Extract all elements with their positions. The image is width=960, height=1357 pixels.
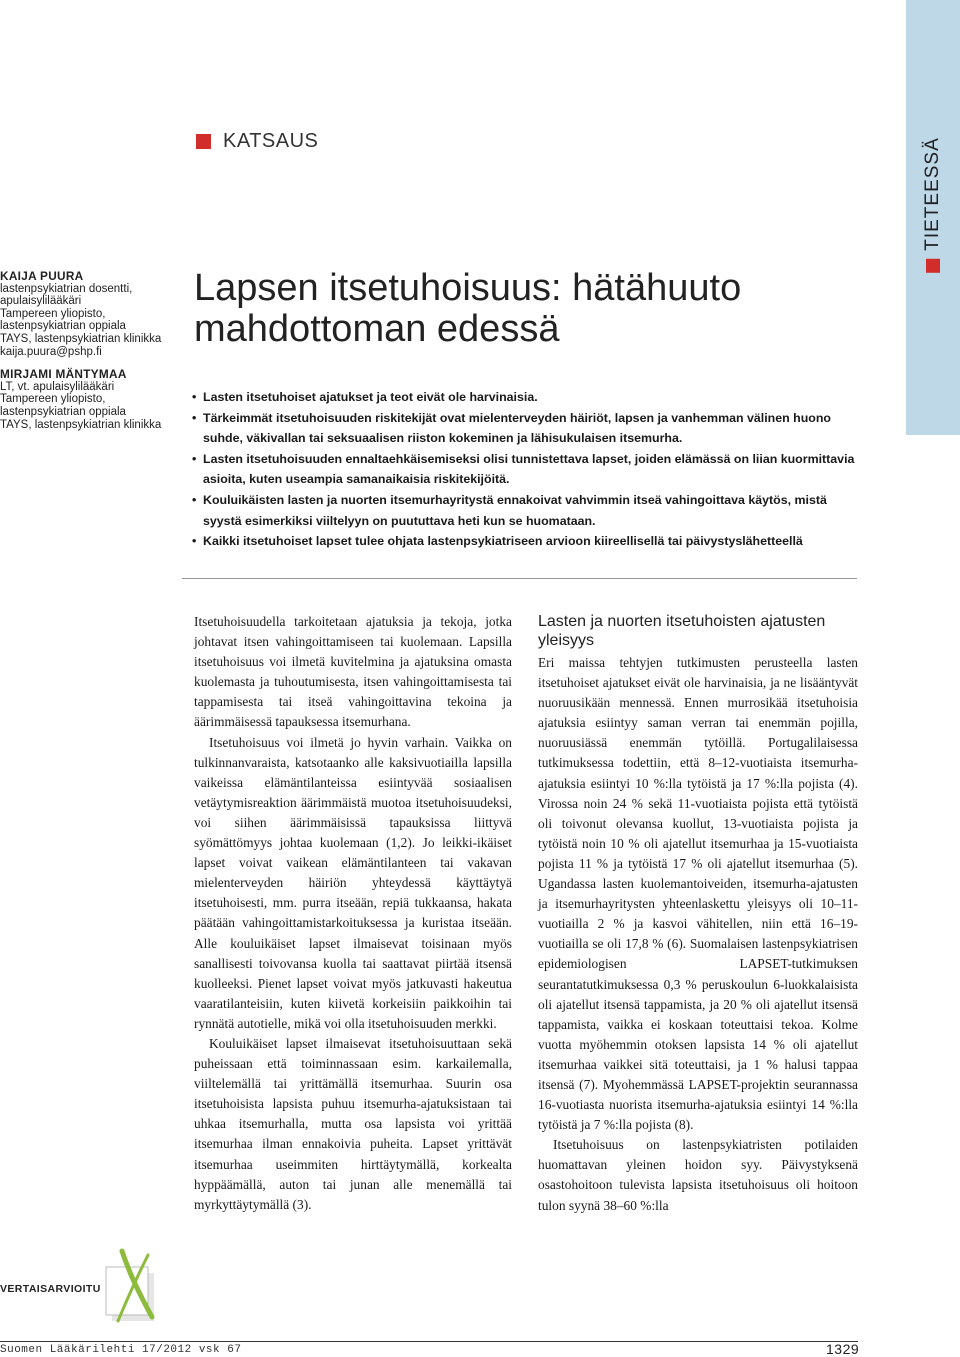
paragraph: Kouluikäiset lapset ilmaisevat itsetuhoisuuttaan sekä puheissaan että toiminnassaan esim. karkailemalla, viiltelemällä tai yrittämällä itsemurhaa. Suurin osa itsetuhoisista lapsista puhuu itsemurha-ajatuksistaan tai uhkaa itsemurhalla, mutta osa lapsista voi yrittää itsemurhaa ilman ennakoivia puheita. Lapset yrittävät itsemurhaa useimmiten hirttäytymällä, korkealta hyppäämällä, auton tai junan alle menemällä tai myrkyttäytymällä (3). <box>194 1035 512 1212</box>
key-point: • Kouluikäisten lasten ja nuorten itsemurhayritystä ennakoivat vahvimmin itseä vahingoittava käytös, mistä syystä esimerkiksi viiltelyyn on puututtava heti kun se huomataan. <box>192 490 862 531</box>
author-name: KAIJA PUURA <box>0 269 84 283</box>
paragraph: Eri maissa tehtyjen tutkimusten perusteella lasten itsetuhoiset ajatukset eivät ole harvinaisia, ja ne lisääntyvät nuoruusikään mennessä. Ennen murrosikää itsetuhoisia ajatuksia esiintyy saman verran tai enemmän pojilla, nuoruusiässä enemmän tytöillä. Portugalilaisessa tutkimuksessa todettiin, että 8–12-vuotiaista itsemurha-ajatuksia esiintyi 10 %:lla tytöistä ja 17 %:lla pojista (4). Virossa noin 24 % sekä 11-vuotiaista pojista että tytöistä oli toivonut olevansa kuollut, 13-vuotiaista pojista ja tytöistä noin 10 % oli ajatellut itsemurhaa ja 15-vuotiaista pojista 11 % ja tytöistä 17 % oli ajatellut itsemurhaa (5). Ugandassa lasten kuolemantoiveiden, itsemurha-ajatusten ja itsemurhayritysten yhteenlaskettu yleisyys oli 10–11-vuotiailla 2 % ja kasvoi vähitellen, niin että 16–19-vuotiailla se oli 17,8 % (6). Suomalaisen lastenpsykiatrisen epidemiologisen LAPSET-tutkimuksen seurantatutkimuksessa 0,3 % peruskoulun 6-luokkalaisista oli ajatellut itsensä tappamista, ja 20 % oli ajatellut itsensä tappamista, vaikka ei koskaan toteuttaisi tekoa. Kolme vuotta myöhemmin otoksen lapsista 14 % oli ajatellut itsemurhaa vaikkei sitä toteuttaisi, ja 1 % halusi tappaa itsensä (7). Myohemmässä LAPSET-projektin seurannassa 16-vuotiasta nuorista itsemurha-ajatuksia esiintyi 14 %:lla tytöistä ja 7 %:lla pojista (8). <box>538 655 858 1133</box>
peer-review-icon <box>100 1245 162 1325</box>
page-number: 1329 <box>826 1341 860 1357</box>
key-point: • Tärkeimmät itsetuhoisuuden riskitekijät ovat mielenterveyden häiriöt, lapsen ja vanhemman välinen huono suhde, väkivallan tai seksuaalisen riiston kokeminen ja lähisukulaisen itsemurha. <box>192 408 862 449</box>
side-tab-marker <box>926 259 940 273</box>
author-1 <box>0 270 172 358</box>
author-2 <box>0 368 172 431</box>
side-tab <box>906 0 960 435</box>
section-marker <box>196 134 211 149</box>
paragraph: Itsetuhoisuudella tarkoitetaan ajatuksia ja tekoja, jotka johtavat itsen vahingoittamiseen tai kuolemaan. Lapsilla itsetuhoisuus voi ilmetä kuvitelmina ja ajatuksina omasta kuolemasta ja tuhoutumisesta, itsen vahingoittamisesta tai tappamisesta tai itseä vahingoittavina tekoina ja äärimmäisessä tapauksessa itsemurhana. <box>194 614 512 730</box>
body-column-2 <box>538 612 858 1216</box>
key-point: • Lasten itsetuhoiset ajatukset ja teot eivät ole harvinaisia. <box>192 387 862 408</box>
journal-citation: Suomen Lääkärilehti 17/2012 vsk 67 <box>0 1344 242 1356</box>
divider <box>182 578 857 579</box>
section-header <box>196 130 318 153</box>
peer-review-label: VERTAISARVIOITU <box>0 1283 101 1295</box>
footer-rule <box>0 1341 858 1342</box>
subsection-heading: Lasten ja nuorten itsetuhoisten ajatusten yleisyys <box>538 613 826 649</box>
key-point: • Kaikki itsetuhoiset lapset tulee ohjata lastenpsykiatriseen arvioon kiireellisellä tai päivystyslähetteellä <box>192 531 862 552</box>
author-name: MIRJAMI MÄNTYMAA <box>0 367 127 382</box>
author-affiliation: LT, vt. apulaisylilääkäri Tampereen yliopisto, lastenpsykiatrian oppiala TAYS, lastenpsykiatrian klinikka <box>0 380 162 431</box>
paragraph: Itsetuhoisuus voi ilmetä jo hyvin varhain. Vaikka on tulkinnanvaraista, katsotaanko alle kaksivuotiailla lapsilla vaikeissa elämäntilanteissa esiintyvää sosiaalisen vetäytymisreaktion äärimmäistä muotoa itsetuhoisuudeksi, voi siihen äärimmäisissä tapauksissa liittyvä syömättömyys johtaa kuolemaan (1,2). Jo leikki-ikäiset lapset voivat vaikean elämäntilanteen tai vakavan mielenterveyden häiriön yhteydessä käyttäytyä itsetuhoisesti, mm. purra itseään, repiä tukkaansa, hakata päätään vahingoittamistarkoituksessa ja kuristaa itseään. Alle kouluikäiset lapset ilmaisevat toisinaan myös sanallisesti toivovansa kuolla tai saattavat piirtää itsensä kuolleeksi. Pienet lapset voivat myös jatkuvasti hakeutua vaaratilanteisiin, kuten kiivetä korkeisiin paikkoihin tai rynnätä autotielle, mikä voi olla itsetuhoisuuden merkki. <box>194 734 512 1031</box>
author-affiliation: lastenpsykiatrian dosentti, apulaisylilääkäri Tampereen yliopisto, lastenpsykiatrian oppiala TAYS, lastenpsykiatrian klinikka kaija.puura@pshp.fi <box>0 282 162 358</box>
section-label: KATSAUS <box>223 130 319 152</box>
author-block <box>0 270 172 441</box>
body-column-1 <box>194 612 512 1215</box>
paragraph: Itsetuhoisuus on lastenpsykiatristen potilaiden huomattavan yleinen hoidon syy. Päivystyksenä osastohoitoon tulevista lapsista itsetuhoisuus oli hoitoon tulon syynä 38–60 %:lla <box>538 1137 858 1213</box>
article-title: Lapsen itsetuhoisuus: hätähuuto mahdottoman edessä <box>194 267 742 350</box>
key-points <box>192 387 862 552</box>
side-tab-label: TIETEESSÄ <box>922 137 943 251</box>
key-point: • Lasten itsetuhoisuuden ennaltaehkäisemiseksi olisi tunnistettava lapset, joiden elämässä on liian kuormittavia asioita, kuten useampia samanaikaisia riskitekijöitä. <box>192 449 862 490</box>
